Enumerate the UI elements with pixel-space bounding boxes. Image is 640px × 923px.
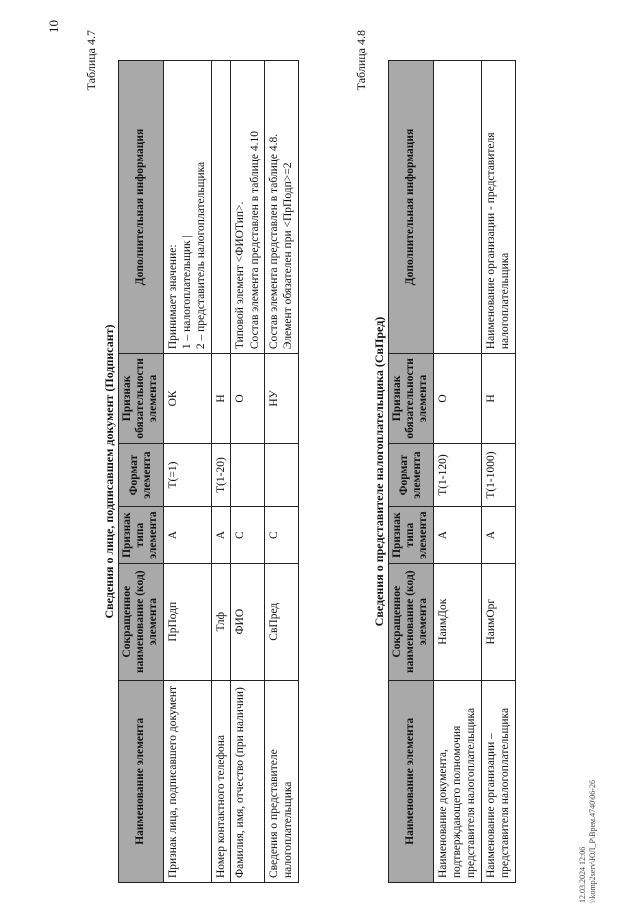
- table1-header: Признак обязательности элемента: [119, 354, 164, 444]
- table1-header-row: [119, 61, 164, 883]
- cell-req: ОК: [163, 354, 211, 444]
- info-line: Состав элемента представлен в таблице 4.10: [248, 130, 261, 350]
- table2: [388, 60, 516, 883]
- cell-format: T(=1): [163, 443, 211, 507]
- cell-name: Наименование организации – представителя налогоплательщика: [481, 680, 515, 882]
- cell-name: Сведения о представителе налогоплательщика: [264, 680, 298, 882]
- cell-req: О: [231, 354, 265, 444]
- table1-header: Признак типа элемента: [119, 507, 164, 563]
- table1-header: Наименование элемента: [119, 680, 164, 882]
- table-row: [231, 61, 265, 883]
- cell-name: Признак лица, подписавшего документ: [163, 680, 211, 882]
- table2-header: Наименование элемента: [389, 680, 434, 882]
- table2-header: Признак типа элемента: [389, 507, 434, 563]
- cell-name: Наименование документа, подтверждающего полномочия представителя налогоплательщика: [433, 680, 481, 882]
- cell-type: А: [433, 507, 481, 563]
- table1-caption: Таблица 4.7: [84, 30, 98, 91]
- info-line: Типовой элемент <ФИОТип>.: [234, 201, 247, 350]
- cell-info: [264, 61, 298, 354]
- table2-title: Сведения о представителе налогоплательщика (СвПред): [372, 316, 386, 627]
- cell-info: [211, 61, 230, 354]
- cell-type: А: [211, 507, 230, 563]
- info-line: 2 – представитель налогоплательщика: [195, 161, 208, 350]
- cell-format: T(1-20): [211, 443, 230, 507]
- footer-path: \\komp2serv\ЮЛ_Р\Врем.4740\06-26: [587, 780, 597, 903]
- cell-code: Тлф: [211, 563, 230, 680]
- cell-type: А: [163, 507, 211, 563]
- cell-info: [231, 61, 265, 354]
- cell-info: [163, 61, 211, 354]
- table1-header: Дополнительная информация: [119, 61, 164, 354]
- table2-header: Дополнительная информация: [389, 61, 434, 354]
- table2-header: Формат элемента: [389, 443, 434, 507]
- table-row: [264, 61, 298, 883]
- cell-code: НаимДок: [433, 563, 481, 680]
- cell-code: ФИО: [231, 563, 265, 680]
- table1-title: Сведения о лице, подписавшем документ (Подписант): [102, 324, 116, 619]
- table2-header-row: [389, 61, 434, 883]
- cell-req: О: [433, 354, 481, 444]
- table1: [118, 60, 299, 883]
- table1-header: Формат элемента: [119, 443, 164, 507]
- cell-type: С: [264, 507, 298, 563]
- info-line: Элемент обязателен при <ПрПодп>=2: [282, 162, 295, 350]
- info-line: налогоплательщика: [499, 252, 512, 350]
- cell-name: Номер контактного телефона: [211, 680, 230, 882]
- cell-format: [231, 443, 265, 507]
- cell-req: НУ: [264, 354, 298, 444]
- table2-header: Сокращенное наименование (код) элемента: [389, 563, 434, 680]
- cell-req: Н: [211, 354, 230, 444]
- cell-info: [481, 61, 515, 354]
- footer-stamp: [578, 780, 597, 903]
- table1-header: Сокращенное наименование (код) элемента: [119, 563, 164, 680]
- cell-code: ПрПодп: [163, 563, 211, 680]
- table2-header: Признак обязательности элемента: [389, 354, 434, 444]
- cell-format: [264, 443, 298, 507]
- cell-type: А: [481, 507, 515, 563]
- table2-caption: Таблица 4.8: [354, 30, 368, 91]
- table-row: [163, 61, 211, 883]
- page-number: 10: [46, 20, 61, 33]
- cell-type: С: [231, 507, 265, 563]
- cell-name: Фамилия, имя, отчество (при наличии): [231, 680, 265, 882]
- cell-info: [433, 61, 481, 354]
- footer-date: 12.03.2024 12:06: [578, 846, 587, 903]
- cell-format: T(1-120): [433, 443, 481, 507]
- info-line: Принимает значение:: [166, 244, 179, 350]
- cell-req: Н: [481, 354, 515, 444]
- cell-code: НаимОрг: [481, 563, 515, 680]
- info-line: Наименование организации - представителя: [484, 132, 497, 350]
- info-line: 1 – налогоплательщик |: [181, 235, 194, 350]
- info-line: Состав элемента представлен в таблице 4.8.: [267, 133, 280, 350]
- cell-format: T(1-1000): [481, 443, 515, 507]
- table-row: [433, 61, 481, 883]
- table-row: [481, 61, 515, 883]
- cell-code: СвПред: [264, 563, 298, 680]
- table-row: [211, 61, 230, 883]
